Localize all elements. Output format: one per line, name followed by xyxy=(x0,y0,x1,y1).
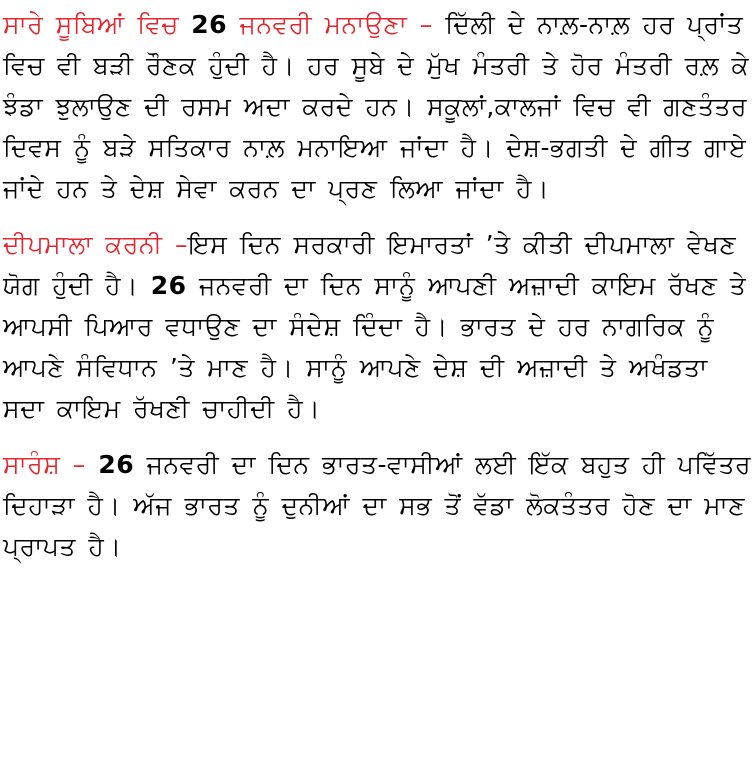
heading-number: 26 xyxy=(98,450,135,479)
paragraph-body: ਜਨਵਰੀ ਦਾ ਦਿਨ ਸਾਨੂੰ ਆਪਣੀ ਅਜ਼ਾਦੀ ਕਾਇਮ ਰੱਖਣ ਤੇ ਆਪਸੀ ਪਿਆਰ ਵਧਾਉਣ ਦਾ ਸੰਦੇਸ਼ ਦਿੰਦਾ ਹੈ। ਭਾਰਤ ਦੇ ਹਰ ਨਾਗਰਿਕ ਨੂੰ ਆਪਣੇ ਸੰਵਿਧਾਨ ’ਤੇ ਮਾਣ ਹੈ। ਸਾਨੂੰ ਆਪਣੇ ਦੇਸ਼ ਦੀ ਅਜ਼ਾਦੀ ਤੇ ਅਖੰਡਤਾ ਸਦਾ ਕਾਇਮ ਰੱਖਣੀ ਚਾਹੀਦੀ ਹੈ। xyxy=(3,271,747,423)
heading-number: 26 xyxy=(191,10,228,39)
paragraph-heading: ਸਾਰੰਸ਼ – xyxy=(3,450,99,479)
paragraph-celebration-in-states xyxy=(3,4,752,209)
paragraph-body-lead: ਇਸ ਦਿਨ ਸਰਕਾਰੀ ਇਮਾਰਤਾਂ ’ਤੇ ਕੀਤੀ ਦੀਪਮਾਲਾ ਵੇਖਣ ਯੋਗ ਹੁੰਦੀ ਹੈ। xyxy=(3,230,737,300)
paragraph-heading: ਦੀਪਮਾਲਾ ਕਰਨੀ – xyxy=(3,230,188,259)
body-number: 26 xyxy=(150,271,187,300)
paragraph-body: ਦਿੱਲੀ ਦੇ ਨਾਲ਼-ਨਾਲ਼ ਹਰ ਪ੍ਰਾਂਤ ਵਿਚ ਵੀ ਬੜੀ ਰੌਣਕ ਹੁੰਦੀ ਹੈ। ਹਰ ਸੂਬੇ ਦੇ ਮੁੱਖ ਮੰਤਰੀ ਤੇ ਹੋਰ ਮੰਤਰੀ ਰਲ਼ ਕੇ ਝੰਡਾ ਝੁਲਾਉਣ ਦੀ ਰਸਮ ਅਦਾ ਕਰਦੇ ਹਨ। ਸਕੂਲਾਂ,ਕਾਲਜਾਂ ਵਿਚ ਵੀ ਗਣਤੰਤਰ ਦਿਵਸ ਨੂੰ ਬੜੇ ਸਤਿਕਾਰ ਨਾਲ਼ ਮਨਾਇਆ ਜਾਂਦਾ ਹੈ। ਦੇਸ਼-ਭਗਤੀ ਦੇ ਗੀਤ ਗਾਏ ਜਾਂਦੇ ਹਨ ਤੇ ਦੇਸ਼ ਸੇਵਾ ਕਰਨ ਦਾ ਪ੍ਰਣ ਲਿਆ ਜਾਂਦਾ ਹੈ। xyxy=(3,10,750,203)
paragraph-body: ਜਨਵਰੀ ਦਾ ਦਿਨ ਭਾਰਤ-ਵਾਸੀਆਂ ਲਈ ਇੱਕ ਬਹੁਤ ਹੀ ਪਵਿੱਤਰ ਦਿਹਾੜਾ ਹੈ। ਅੱਜ ਭਾਰਤ ਨੂੰ ਦੁਨੀਆਂ ਦਾ ਸਭ ਤੋਂ ਵੱਡਾ ਲੋਕਤੰਤਰ ਹੋਣ ਦਾ ਮਾਣ ਪ੍ਰਾਪਤ ਹੈ। xyxy=(3,450,752,561)
paragraph-heading: ਸਾਰੇ ਸੂਬਿਆਂ ਵਿਚ xyxy=(3,10,192,39)
paragraph-heading-tail: ਜਨਵਰੀ ਮਨਾਉਣਾ – xyxy=(227,10,446,39)
paragraph-conclusion xyxy=(3,444,752,567)
paragraph-illumination xyxy=(3,224,752,429)
